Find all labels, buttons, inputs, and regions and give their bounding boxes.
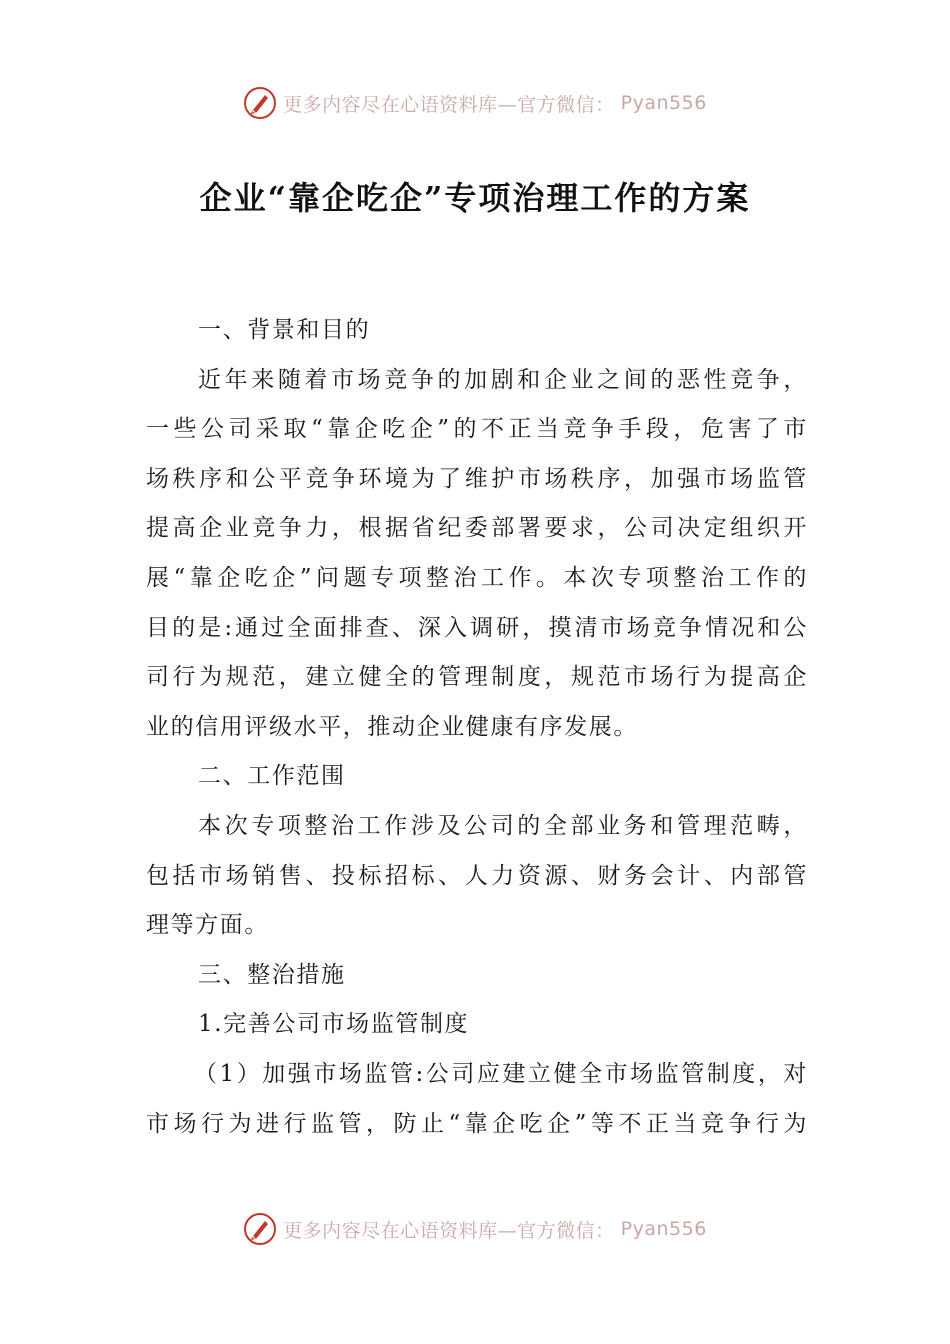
watermark-wechat-id: Pyan556 — [620, 92, 707, 114]
section-heading-measures: 三、整治措施 — [198, 961, 346, 988]
paragraph-line: 业的信用评级水平，推动企业健康有序发展。 — [146, 713, 638, 740]
pen-logo-icon — [243, 1212, 277, 1246]
document-title: 企业“靠企吃企”专项治理工作的方案 — [199, 179, 751, 217]
paragraph-line: 场秩序和公平竞争环境为了维护市场秩序，加强市场监管 — [146, 465, 808, 492]
watermark-text: 更多内容尽在心语资料库—官方微信： — [283, 1219, 615, 1242]
watermark-header — [0, 86, 950, 120]
watermark-text: 更多内容尽在心语资料库—官方微信： — [283, 93, 615, 116]
watermark-footer — [0, 1212, 950, 1246]
paragraph-line: 包括市场销售、投标招标、人力资源、财务会计、内部管 — [146, 862, 808, 889]
paragraph-line: 市场行为进行监管，防止“靠企吃企”等不正当竞争行为 — [146, 1110, 808, 1137]
paragraph-line: 近年来随着市场竞争的加剧和企业之间的恶性竞争， — [198, 366, 808, 393]
paragraph-line: 目的是:通过全面排查、深入调研，摸清市场竞争情况和公 — [146, 614, 808, 641]
paragraph-line: 展“靠企吃企”问题专项整治工作。本次专项整治工作的 — [146, 564, 808, 591]
pen-logo-icon — [243, 86, 277, 120]
subsection-heading: 1.完善公司市场监管制度 — [198, 1011, 470, 1038]
watermark-wechat-id: Pyan556 — [620, 1218, 707, 1240]
paragraph-line: 理等方面。 — [146, 912, 269, 939]
paragraph-line: 本次专项整治工作涉及公司的全部业务和管理范畴， — [198, 812, 808, 839]
paragraph-line: 司行为规范，建立健全的管理制度，规范市场行为提高企 — [146, 664, 808, 691]
paragraph-line: 一些公司采取“靠企吃企”的不正当竞争手段，危害了市 — [146, 416, 808, 443]
paragraph-line: （1）加强市场监管:公司应建立健全市场监管制度，对 — [194, 1060, 808, 1087]
section-heading-background: 一、背景和目的 — [198, 317, 371, 343]
section-heading-scope: 二、工作范围 — [198, 763, 346, 790]
paragraph-line: 提高企业竞争力，根据省纪委部署要求，公司决定组织开 — [146, 515, 808, 542]
document-body — [146, 306, 808, 1149]
